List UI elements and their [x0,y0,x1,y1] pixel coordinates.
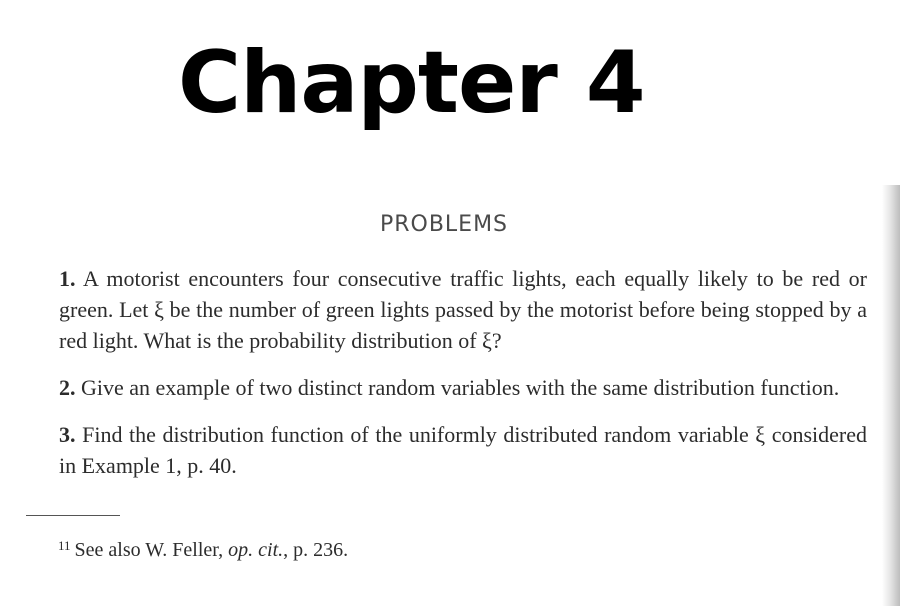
problem-number: 3. [59,422,76,447]
problem-number: 1. [59,266,76,291]
footnote-mark: 11 [58,538,71,553]
problem-item [59,419,867,481]
problem-list [59,263,867,497]
problem-text: A motorist encounters four consecutive traffic lights, each equally likely to be red or green. Let ξ be the number of green lights passed by the motorist before being stopped by a red light. What is the probability distribution of ξ? [59,266,867,353]
page-edge-shadow [882,185,900,606]
problem-number: 2. [59,375,76,400]
footnote [58,532,348,564]
problem-text: Give an example of two distinct random variables with the same distribution function. [81,375,840,400]
problem-item [59,263,867,356]
chapter-title: Chapter 4 [178,33,645,133]
footnote-suffix: , p. 236. [283,539,349,561]
footnote-rule [26,515,120,516]
section-heading: PROBLEMS [379,212,509,237]
footnote-citation: op. cit. [228,539,284,561]
problem-text: Find the distribution function of the uniformly distributed random variable ξ considered in Example 1, p. 40. [59,422,868,478]
footnote-prefix: See also W. Feller, [74,539,224,561]
problem-item [59,372,867,403]
